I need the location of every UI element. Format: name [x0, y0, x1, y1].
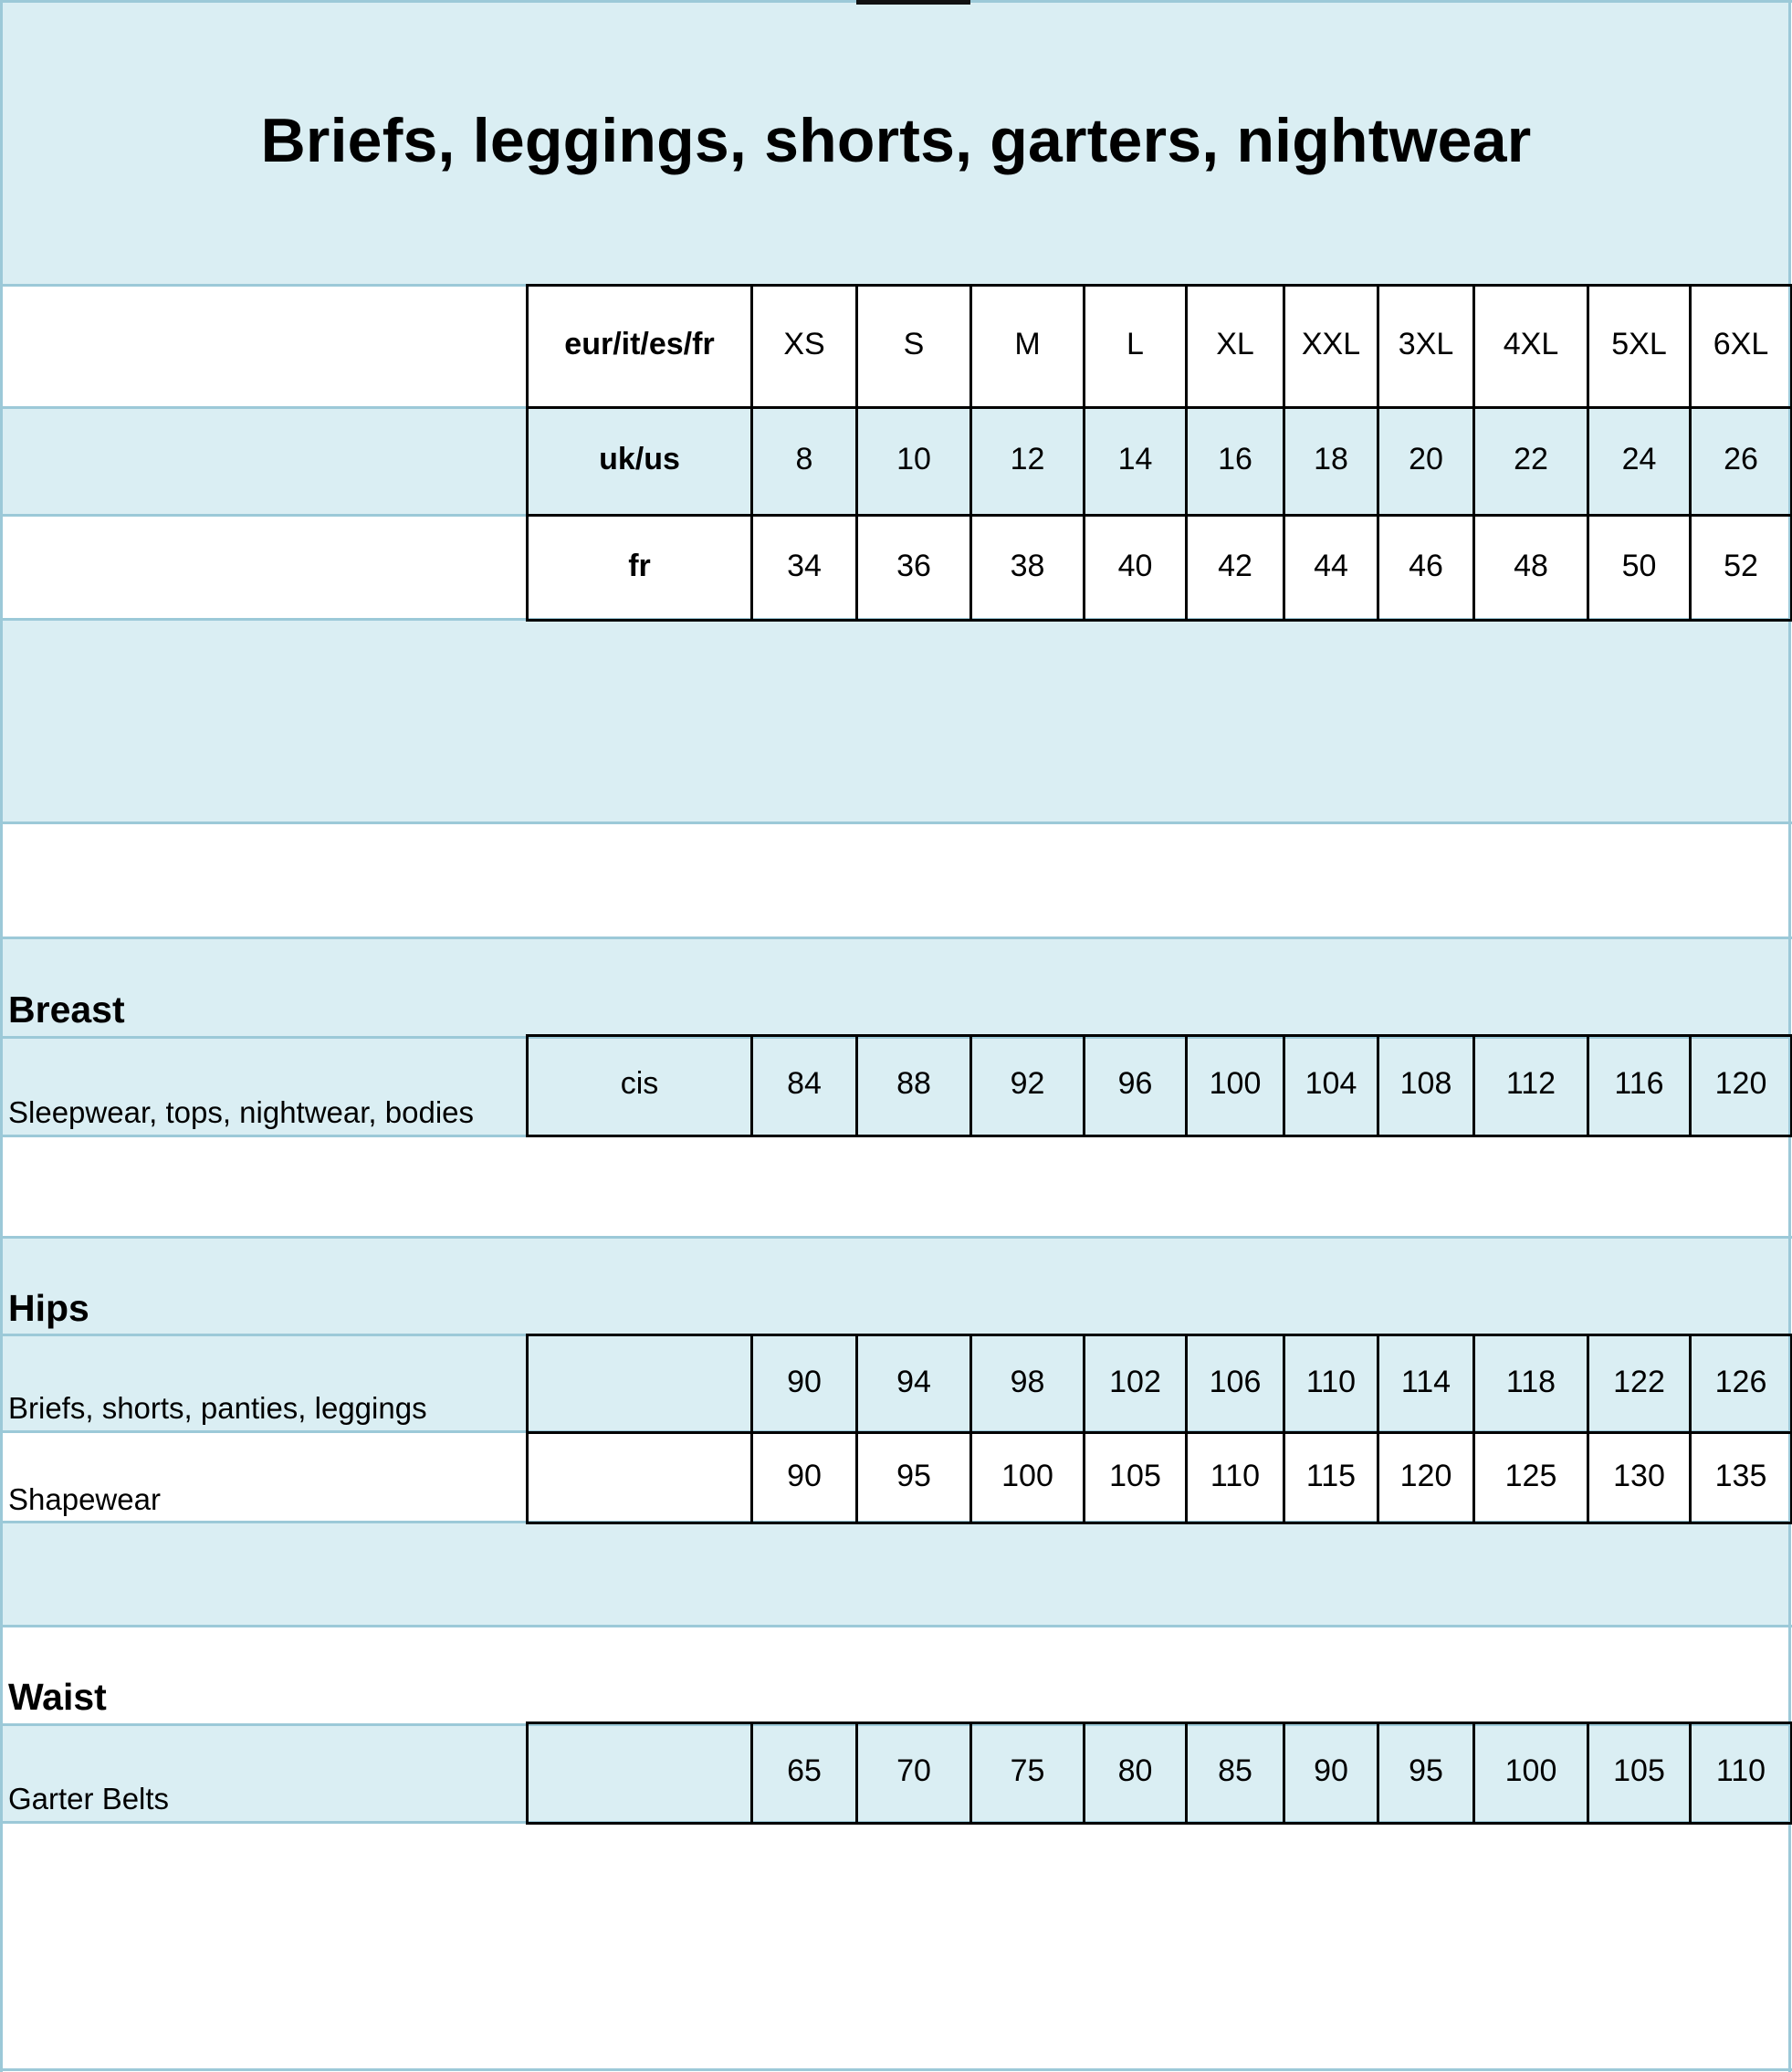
table-cell: 10 [855, 406, 972, 517]
table-cell: 112 [1472, 1034, 1589, 1137]
table-cell: 8 [750, 406, 858, 517]
band [2, 823, 1789, 938]
grid-line [0, 2068, 1792, 2071]
table-row-header [526, 1334, 753, 1434]
table-cell: 98 [969, 1334, 1085, 1434]
table-cell: 104 [1283, 1034, 1379, 1137]
row-label: Sleepwear, tops, nightwear, bodies [8, 1095, 475, 1129]
table-cell: 110 [1283, 1334, 1379, 1434]
table-cell: 114 [1377, 1334, 1475, 1434]
table-cell: XXL [1283, 284, 1379, 409]
table-cell: 120 [1377, 1431, 1475, 1524]
page-title: Briefs, leggings, shorts, garters, nightwear [260, 106, 1532, 175]
table-cell: XL [1185, 284, 1285, 409]
table-cell: 65 [750, 1721, 858, 1825]
table-row-header [526, 1721, 753, 1825]
grid-line [0, 937, 1792, 939]
grid-line [0, 821, 1792, 824]
table-cell: 90 [750, 1334, 858, 1434]
table-cell: 84 [750, 1034, 858, 1137]
table-row-header: eur/it/es/fr [526, 284, 753, 409]
row-label: Garter Belts [8, 1782, 170, 1816]
table-cell: 40 [1083, 514, 1188, 622]
table-cell: 115 [1283, 1431, 1379, 1524]
grid-line [0, 1236, 1792, 1239]
table-cell: 118 [1472, 1334, 1589, 1434]
table-cell: 48 [1472, 514, 1589, 622]
table-cell: 90 [1283, 1721, 1379, 1825]
table-cell: 14 [1083, 406, 1188, 517]
table-cell: 12 [969, 406, 1085, 517]
table-cell: 34 [750, 514, 858, 622]
table-cell: 4XL [1472, 284, 1589, 409]
table-cell: L [1083, 284, 1188, 409]
table-cell: 100 [1472, 1721, 1589, 1825]
grid-edge [0, 0, 3, 2072]
table-cell: 135 [1689, 1431, 1792, 1524]
table-cell: XS [750, 284, 858, 409]
table-cell: 44 [1283, 514, 1379, 622]
table-cell: 105 [1083, 1431, 1188, 1524]
table-cell: 108 [1377, 1034, 1475, 1137]
table-cell: 80 [1083, 1721, 1188, 1825]
table-cell: 130 [1587, 1431, 1692, 1524]
row-label: Shapewear [8, 1482, 161, 1516]
table-cell: 70 [855, 1721, 972, 1825]
table-row-header: cis [526, 1034, 753, 1137]
table-cell: S [855, 284, 972, 409]
table-cell: 110 [1185, 1431, 1285, 1524]
table-cell: 110 [1689, 1721, 1792, 1825]
table-cell: 38 [969, 514, 1085, 622]
table-cell: 50 [1587, 514, 1692, 622]
table-cell: 100 [969, 1431, 1085, 1524]
table-cell: 5XL [1587, 284, 1692, 409]
table-cell: 24 [1587, 406, 1692, 517]
table-cell: 120 [1689, 1034, 1792, 1137]
band [2, 1135, 1789, 1237]
band [2, 619, 1789, 823]
table-cell: 18 [1283, 406, 1379, 517]
table-cell: 20 [1377, 406, 1475, 517]
table-cell: 75 [969, 1721, 1085, 1825]
table-cell: 52 [1689, 514, 1792, 622]
table-row-header [526, 1431, 753, 1524]
band [2, 1523, 1789, 1626]
table-cell: 95 [1377, 1721, 1475, 1825]
table-cell: 92 [969, 1034, 1085, 1137]
table-cell: 116 [1587, 1034, 1692, 1137]
table-cell: 96 [1083, 1034, 1188, 1137]
table-cell: 126 [1689, 1334, 1792, 1434]
row-label: Briefs, shorts, panties, leggings [8, 1391, 427, 1425]
table-cell: 3XL [1377, 284, 1475, 409]
table-cell: 6XL [1689, 284, 1792, 409]
section-heading-waist: Waist [8, 1676, 107, 1718]
top-marker [856, 0, 970, 5]
grid-line [0, 1625, 1792, 1627]
table-cell: 95 [855, 1431, 972, 1524]
band [2, 1626, 1789, 1724]
table-cell: 102 [1083, 1334, 1188, 1434]
table-cell: 36 [855, 514, 972, 622]
table-cell: 26 [1689, 406, 1792, 517]
table-cell: 106 [1185, 1334, 1285, 1434]
table-cell: 90 [750, 1431, 858, 1524]
section-heading-breast: Breast [8, 989, 125, 1031]
table-cell: 125 [1472, 1431, 1589, 1524]
table-cell: 16 [1185, 406, 1285, 517]
table-cell: 122 [1587, 1334, 1692, 1434]
table-row-header: uk/us [526, 406, 753, 517]
table-cell: 22 [1472, 406, 1589, 517]
table-cell: 105 [1587, 1721, 1692, 1825]
section-heading-hips: Hips [8, 1287, 89, 1329]
table-cell: 100 [1185, 1034, 1285, 1137]
table-cell: 42 [1185, 514, 1285, 622]
band [2, 1823, 1789, 2072]
table-cell: 46 [1377, 514, 1475, 622]
table-cell: 88 [855, 1034, 972, 1137]
table-cell: M [969, 284, 1085, 409]
table-row-header: fr [526, 514, 753, 622]
table-cell: 85 [1185, 1721, 1285, 1825]
table-cell: 94 [855, 1334, 972, 1434]
